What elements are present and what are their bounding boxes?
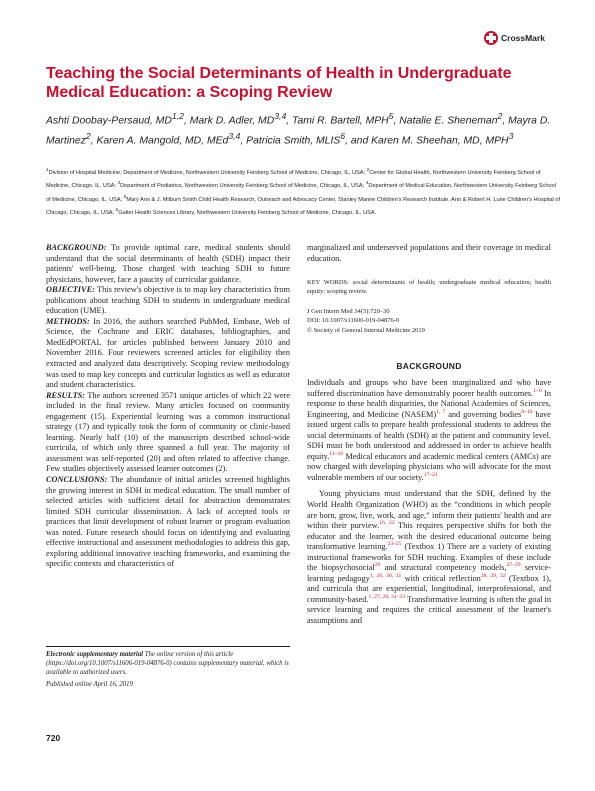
keywords-label: KEY WORDS: [307, 279, 349, 286]
abstract-objective-text: This review's objective is to map key characteristics from publications about teaching SDH to students in undergraduate medical education (UME). [46, 285, 290, 316]
abstract-results [46, 391, 290, 475]
reference-marker[interactable]: 8–10 [521, 408, 533, 415]
body-text: have issued urgent calls to prepare health professional students to address the social determinants of health (SDH) at the patient and community level. SDH must be both understood and addressed in order to achieve health equity. [307, 409, 551, 461]
supplementary-text: The online version of this article (https://doi.org/10.1007/s11606-019-04876-0) contains supplementary material, which is available to authorized users. [46, 651, 289, 676]
background-section [307, 378, 551, 627]
supplementary-note [46, 650, 290, 677]
reference-marker[interactable]: 1, 27, 29, 31–33 [368, 594, 405, 601]
author-list: Ashti Doobay-Persaud, MD$^{1,2}$, Mark D. Adler, MD$^{3,4}$, Tami R. Bartell, MPH$^5$, Natalie E. Sheneman$^2$, Mayra D. Martinez$^2$, Karen A. Mangold, MD, MEd$^{3,4}$, Patricia Smith, MLIS$^6$, and Karen M. Sheehan, MD, MPH$^3$ [46, 111, 551, 147]
author-name: Karen M. Sheehan, MD, MPH [371, 135, 509, 147]
abstract-objective [46, 285, 290, 317]
affiliation-marker: 3 [117, 180, 121, 186]
abstract-conclusions [46, 475, 290, 570]
author-affiliation-marker: 3,4 [274, 111, 287, 121]
affiliation-text: Department of Medical Education, Northwestern University Feinberg School of Medicine, Chicago, IL, USA; [46, 183, 556, 203]
author-affiliation-marker: 3 [508, 130, 514, 141]
affiliation-text: Division of Hospital Medicine, Department of Medicine, Northwestern University Feinberg School of Medicine, Chicago, IL, USA; [48, 169, 367, 176]
reference-marker[interactable]: 16, 22 [379, 520, 395, 527]
reference-marker[interactable]: 26 [374, 562, 381, 569]
body-text: In response to these health disparities, the National Academies of Sciences, Engineering, and Medicine (NASEM) [307, 388, 551, 419]
author-affiliation-marker: 1,2 [171, 111, 184, 121]
affiliation-text: Center for Global Health, Northwestern University Feinberg School of Medicine, Chicago, IL, USA; [46, 169, 541, 190]
author-name: Ashti Doobay-Persaud, MD [46, 115, 172, 127]
author-name: Patricia Smith, MLIS [246, 135, 341, 147]
author-affiliation-marker: 3,4 [228, 130, 241, 141]
author-name: Mark D. Adler, MD [189, 115, 275, 127]
abstract-background-label: BACKGROUND: [46, 243, 107, 252]
body-text: (Textbox 1), and curricula that are experiential, longitudinal, interprofessional, and community-based. [307, 573, 552, 604]
abstract-methods [46, 317, 290, 391]
author-name: Karen A. Mangold, MD, MEd [96, 135, 229, 147]
affiliation-marker: 2 [366, 167, 370, 172]
body-text: Individuals and groups who have been marginalized and who have suffered discrimination have demonstrably poorer health outcomes. [307, 378, 551, 398]
reference-marker[interactable]: 28, 29, 32 [480, 573, 506, 580]
page-number: 720 [46, 733, 61, 743]
body-text: and structural competency models, [380, 563, 507, 573]
doi[interactable]: DOI: 10.1007/s11606-019-04876-0 [307, 317, 400, 325]
reference-marker[interactable]: 1, 7 [436, 408, 446, 415]
crossmark-badge[interactable] [484, 30, 564, 46]
abstract-conclusions-label: CONCLUSIONS: [46, 475, 108, 485]
affiliation-marker: 5 [123, 193, 127, 199]
abstract-conclusions-text: The abundance of initial articles screened highlights the growing interest in SDH in medical education. The small number of selected articles with sufficient detail for abstraction demonstrates limited SDH curricular dissemination. A lack of accepted tools or practices that limit development of robust learner or program evaluation was noted. Future research should focus on identifying and evaluating effective instructional and assessment methodologies to address this gap, exploring additional innovative teaching frameworks, and examining the specific contexts and characteristics of [46, 475, 290, 569]
keywords-text: social determinants of health; undergraduate medical education; health equity; scoping review. [307, 279, 552, 295]
abstract-background-text: To provide optimal care, medical students should understand that the social determinants of health (SDH) impact their patients' well-being. Those charged with teaching SDH to future physicians, however, face a paucity of curricular guidance. [46, 243, 290, 284]
affiliation-text: Department of Pediatrics, Northwestern University Feinberg School of Medicine, Chicago, IL, USA; [120, 183, 366, 190]
author-name: Tami R. Bartell, MPH [292, 115, 389, 127]
affiliation-marker: 4 [365, 180, 369, 186]
reference-marker[interactable]: 1, 20, 30, 31 [369, 573, 402, 580]
affiliation-text: Mary Ann & J. Milburn Smith Child Health Research, Outreach and Advocacy Center, Stanley Manne Children's Research Institute, Ann & Robert H. Lurie Children's Hospital of Chicago, Chicago, IL, USA; [46, 196, 561, 216]
keywords [307, 278, 551, 296]
abstract-conclusions-continued: marginalized and underserved populations and their coverage in medical education. [307, 243, 551, 263]
abstract-results-label: RESULTS: [46, 390, 86, 400]
footnote-divider [46, 646, 290, 647]
reference-marker[interactable]: 23–25 [387, 541, 402, 548]
affiliation-text: Galter Health Sciences Library, Northwestern University Feinberg School of Medicine, Chicago, IL, USA. [118, 209, 377, 216]
body-text: Young physicians must understand that the SDH, defined by the World Health Organization (WHO) as the “conditions in which people are born, grow, live, work, and age,” inform their patients' health and are within their purview. [307, 489, 551, 531]
abstract [46, 243, 290, 570]
abstract-objective-label: OBJECTIVE: [46, 285, 95, 295]
abstract-methods-text: In 2016, the authors searched PubMed, Embase, Web of Science, the Cochrane and ERIC databases, bibliographies, and MedEdPORTAL for articles published between January 2010 and November 2016. Four reviewers screened articles for eligibility then extracted and analyzed data descriptively. Scoping review methodology was used to map key concepts and curricular logistics as well as educator and student characteristics. [46, 316, 290, 390]
affiliations [46, 165, 560, 218]
author-affiliation-marker: 5 [388, 111, 394, 121]
background-paragraph-1 [307, 378, 551, 483]
background-heading: BACKGROUND [396, 361, 462, 371]
body-text: and governing bodies [445, 409, 522, 419]
author-affiliation-marker: 2 [497, 111, 503, 121]
copyright: © Society of General Internal Medicine 2019 [307, 326, 425, 334]
author-name: Natalie E. Sheneman [399, 115, 498, 127]
background-paragraph-2 [307, 489, 551, 626]
supplementary-label: Electronic supplementary material [46, 651, 144, 658]
affiliation-marker: 1 [46, 167, 49, 172]
reference-marker[interactable]: 11–16 [329, 451, 344, 458]
reference-marker[interactable]: 17–21 [423, 472, 438, 479]
crossmark-icon [484, 31, 498, 45]
body-text: (Textbox 1) There are a variety of existing instructional frameworks for SDH teaching. Examples of these include the biopsychosocial [307, 542, 551, 573]
article-title: Teaching the Social Determinants of Health in Undergraduate Medical Education: a Scoping Review [46, 65, 512, 101]
body-text: Transformative learning is often the goal in service learning and requires the critical assessment of the learner's assumptions and [307, 594, 551, 626]
abstract-results-text: The authors screened 3571 unique articles of which 22 were included in the final review. Many articles focused on community engagement (15). Experiential learning was a common instructional strategy (17) and typically took the form of community or clinic-based learning. Nearly half (10) of the manuscripts described school-wide curricula, of which only three spanned a full year. The majority of assessment was self-reported (20) and often related to affective change. Few studies objectively assessed learner outcomes (2). [46, 390, 290, 474]
publication-date: Published online April 16, 2019 [46, 681, 133, 688]
citation-block [307, 307, 551, 335]
journal-citation: J Gen Intern Med 34(5):720–30 [307, 308, 390, 315]
reference-marker[interactable]: 1–6 [533, 387, 542, 394]
abstract-background [46, 243, 290, 285]
reference-marker[interactable]: 27–29 [506, 562, 521, 569]
author-name: Mayra D. Martinez [46, 115, 551, 147]
author-affiliation-marker: 2 [85, 130, 91, 141]
body-text: with critical reflection [401, 573, 481, 583]
body-text: service-learning pedagogy [307, 563, 552, 583]
body-text: This requires perspective shifts for both the educator and the learner, with the desired educational outcome being transformative learning. [307, 521, 552, 552]
crossmark-label: CrossMark [501, 33, 545, 43]
body-text: Medical educators and academic medical centers (AMCs) are now charged with developing physicians who will advocate for the most vulnerable members of our society. [307, 451, 551, 482]
abstract-methods-label: METHODS: [46, 316, 90, 326]
affiliation-marker: 6 [115, 207, 119, 213]
author-affiliation-marker: 6 [340, 130, 346, 141]
